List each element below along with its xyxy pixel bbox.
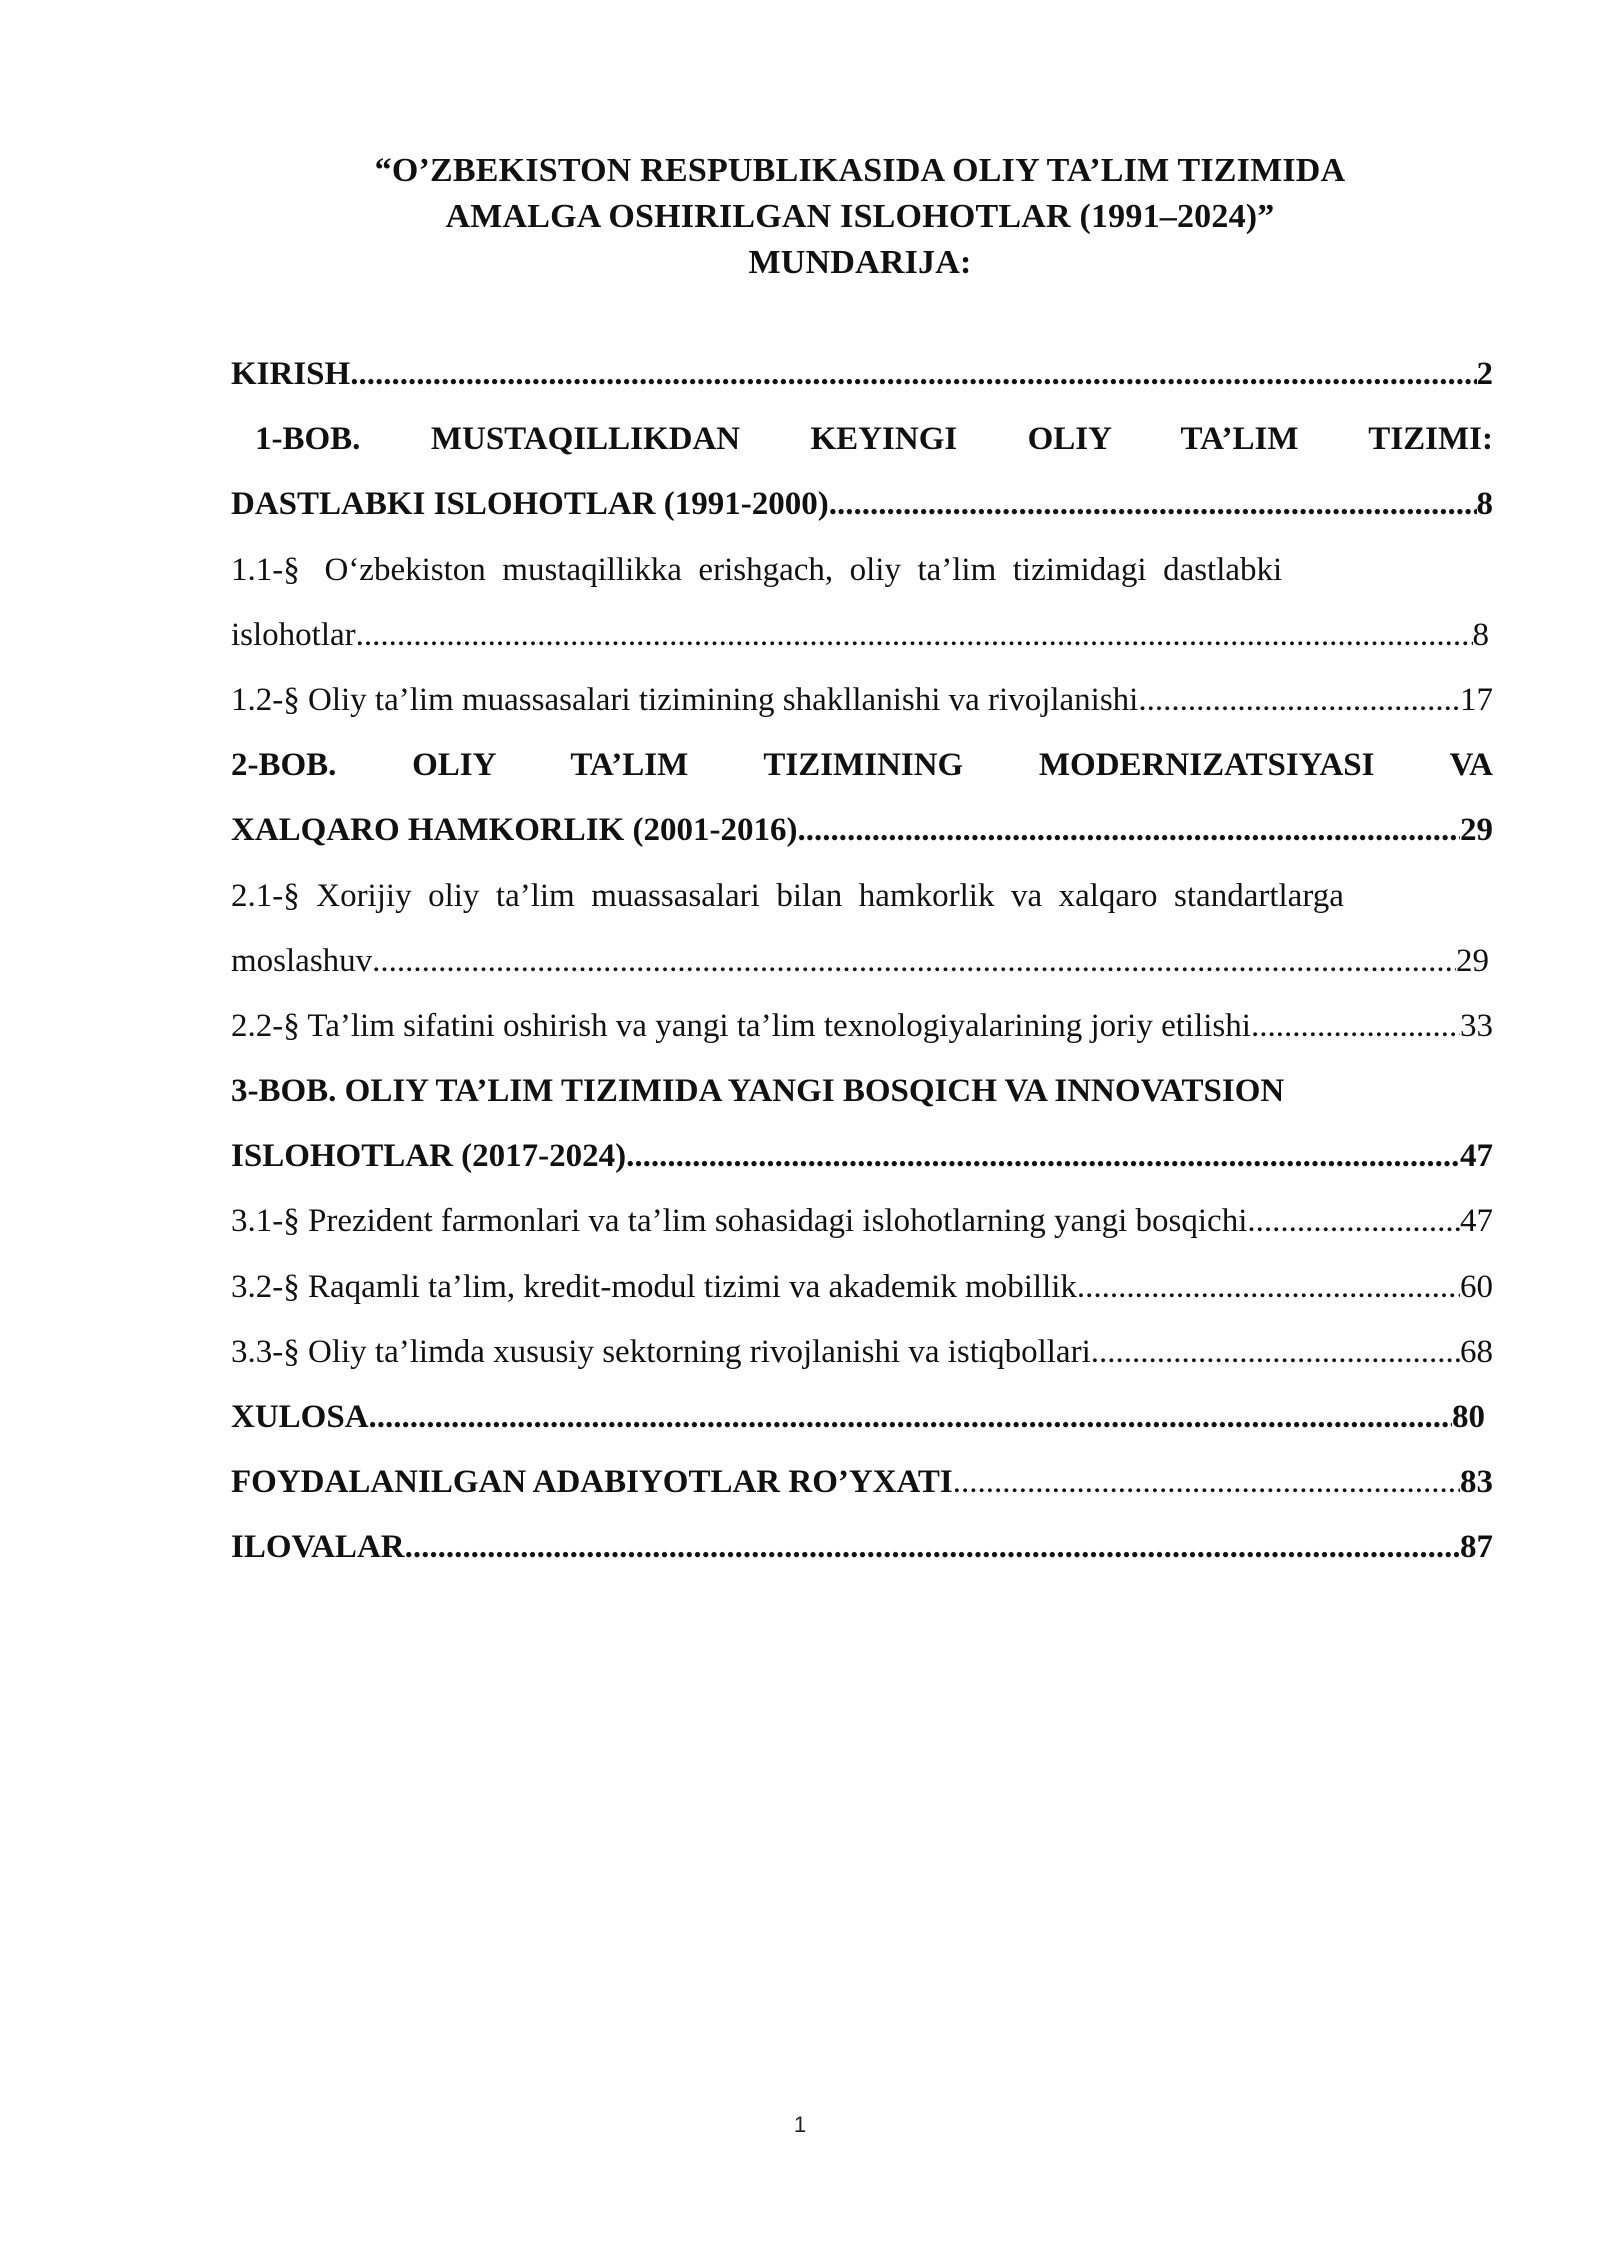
toc-entry-bob1-line1 bbox=[231, 407, 1493, 472]
toc-entry-title: moslashuv bbox=[231, 942, 373, 979]
toc-entry-bob3-line1 bbox=[231, 1059, 1493, 1124]
dot-leader bbox=[829, 472, 1477, 537]
toc-entry-s22 bbox=[231, 994, 1493, 1059]
toc-entry-s21-line2 bbox=[231, 929, 1493, 994]
toc-entry-bob2-line1 bbox=[231, 733, 1493, 798]
toc-entry-title: 2-BOB. OLIY TA’LIM TIZIMINING MODERNIZATSIYASI VA bbox=[231, 747, 1493, 784]
toc-entry-s11-line1 bbox=[231, 538, 1493, 603]
document-title-line-2: AMALGA OSHIRILGAN ISLOHOTLAR (1991–2024)” bbox=[445, 198, 1275, 235]
toc-entry-title: XULOSA bbox=[231, 1399, 369, 1435]
dot-leader bbox=[1138, 668, 1460, 733]
dot-leader bbox=[626, 1124, 1460, 1189]
toc-entry-xulosa bbox=[231, 1385, 1493, 1450]
document-title-line-1: “O’ZBEKISTON RESPUBLIKASIDA OLIY TA’LIM TIZIMIDA bbox=[374, 152, 1346, 189]
toc-entry-page: 87 bbox=[1460, 1529, 1493, 1566]
toc-entry-title: FOYDALANILGAN ADABIYOTLAR RO’YXATI bbox=[231, 1464, 953, 1501]
dot-leader bbox=[356, 603, 1473, 668]
dot-leader bbox=[372, 929, 1456, 994]
dot-leader bbox=[369, 1385, 1452, 1450]
toc-entry-bob3-line2 bbox=[231, 1124, 1493, 1189]
toc-entry-page: 33 bbox=[1460, 1007, 1493, 1044]
toc-entry-s32 bbox=[231, 1255, 1493, 1320]
dot-leader bbox=[797, 798, 1460, 863]
table-of-contents bbox=[231, 342, 1493, 1581]
dot-leader bbox=[405, 1515, 1460, 1580]
toc-entry-title: 3-BOB. OLIY TA’LIM TIZIMIDA YANGI BOSQICH VA INNOVATSION bbox=[231, 1073, 1285, 1110]
document-header bbox=[230, 148, 1490, 286]
toc-entry-title: 3.2-§ Raqamli ta’lim, kredit-modul tizimi va akademik mobillik bbox=[231, 1268, 1077, 1305]
toc-entry-ilovalar bbox=[231, 1515, 1493, 1580]
toc-entry-title: KIRISH bbox=[231, 356, 351, 392]
toc-entry-title: 1.1-§ O‘zbekiston mustaqillikka erishgach, oliy ta’lim tizimidagi dastlabki bbox=[231, 551, 1283, 588]
toc-entry-s12 bbox=[231, 668, 1493, 733]
toc-entry-bob1-line2 bbox=[231, 472, 1493, 537]
dot-leader bbox=[953, 1450, 1460, 1515]
toc-entry-title: 3.3-§ Oliy ta’limda xususiy sektorning rivojlanishi va istiqbollari bbox=[231, 1333, 1091, 1370]
toc-entry-page: 83 bbox=[1460, 1464, 1493, 1501]
toc-entry-title: 3.1-§ Prezident farmonlari va ta’lim sohasidagi islohotlarning yangi bosqichi bbox=[231, 1203, 1248, 1240]
toc-entry-page: 17 bbox=[1460, 681, 1493, 718]
toc-entry-s21-line1 bbox=[231, 864, 1493, 929]
contents-heading: MUNDARIJA: bbox=[748, 244, 972, 281]
toc-entry-title: XALQARO HAMKORLIK (2001-2016) bbox=[231, 812, 798, 849]
toc-entry-title: ISLOHOTLAR (2017-2024) bbox=[231, 1138, 627, 1175]
toc-entry-s31 bbox=[231, 1189, 1493, 1254]
toc-entry-title: 2.1-§ Xorijiy oliy ta’lim muassasalari bilan hamkorlik va xalqaro standartlarga bbox=[231, 877, 1344, 914]
toc-entry-s11-line2 bbox=[231, 603, 1493, 668]
toc-entry-page: 29 bbox=[1460, 812, 1493, 849]
toc-entry-title: 2.2-§ Ta’lim sifatini oshirish va yangi ta’lim texnologiyalarining joriy etilishi bbox=[231, 1007, 1251, 1044]
toc-entry-page: 2 bbox=[1476, 356, 1493, 392]
toc-entry-page: 47 bbox=[1460, 1138, 1493, 1175]
toc-entry-s33 bbox=[231, 1320, 1493, 1385]
page-number: 1 bbox=[793, 2112, 807, 2137]
toc-entry-title: DASTLABKI ISLOHOTLAR (1991-2000) bbox=[231, 486, 829, 523]
toc-entry-title: ILOVALAR bbox=[231, 1529, 405, 1566]
toc-entry-page: 68 bbox=[1460, 1333, 1493, 1370]
dot-leader bbox=[1077, 1255, 1460, 1320]
toc-entry-bob2-line2 bbox=[231, 798, 1493, 863]
toc-entry-page: 8 bbox=[1476, 486, 1493, 523]
dot-leader bbox=[1091, 1320, 1460, 1385]
toc-entry-page: 8 bbox=[1472, 616, 1489, 653]
toc-entry-title: 1-BOB. MUSTAQILLIKDAN KEYINGI OLIY TA’LIM TIZIMI: bbox=[255, 421, 1493, 458]
toc-entry-title: islohotlar bbox=[231, 616, 356, 653]
toc-entry-page: 47 bbox=[1460, 1203, 1493, 1240]
toc-entry-page: 60 bbox=[1460, 1268, 1493, 1305]
dot-leader bbox=[350, 342, 1476, 407]
toc-entry-adabiyotlar bbox=[231, 1450, 1493, 1515]
toc-entry-page: 80 bbox=[1452, 1399, 1485, 1435]
dot-leader bbox=[1247, 1189, 1460, 1254]
dot-leader bbox=[1251, 994, 1460, 1059]
toc-entry-page: 29 bbox=[1456, 942, 1489, 979]
toc-entry-kirish bbox=[231, 342, 1493, 407]
toc-entry-title: 1.2-§ Oliy ta’lim muassasalari tizimining shakllanishi va rivojlanishi bbox=[231, 681, 1139, 718]
